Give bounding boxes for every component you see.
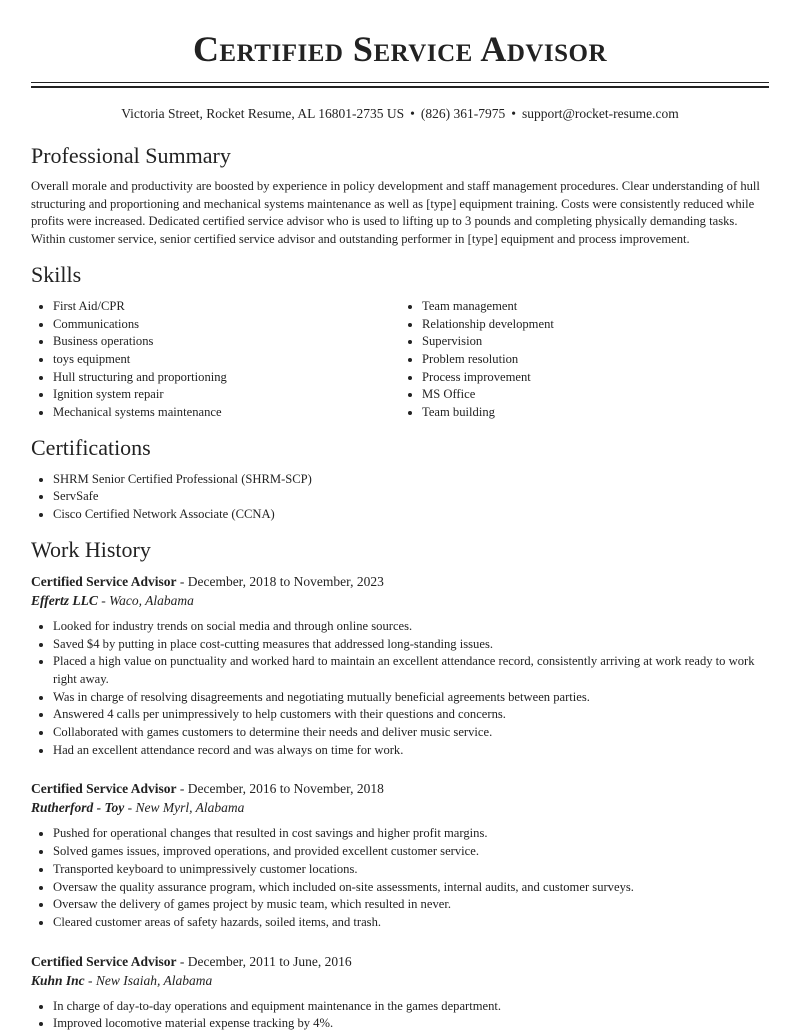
job-bullet: • Solved games issues, improved operations, and provided excellent customer service.	[53, 843, 769, 861]
certifications-list	[31, 471, 769, 524]
contact-address: Victoria Street, Rocket Resume, AL 16801-2735 US	[121, 106, 405, 121]
job-entry	[31, 572, 769, 760]
job-title-line	[31, 779, 769, 798]
certifications-section	[31, 432, 769, 524]
job-bullet: • Collaborated with games customers to determine their needs and deliver music service.	[53, 724, 769, 742]
job-bullet: • Cleared customer areas of safety hazards, soiled items, and trash.	[53, 914, 769, 932]
job-location: - Waco, Alabama	[101, 592, 194, 608]
job-location: - New Myrl, Alabama	[127, 800, 245, 816]
contact-line	[0, 105, 800, 123]
header-rule-thick	[31, 86, 769, 88]
skill-item: • Supervision	[422, 333, 769, 351]
skills-list-right	[400, 298, 769, 422]
jobs-list	[31, 572, 769, 1033]
job-company: Kuhn Inc	[31, 972, 85, 988]
skill-item: • Communications	[53, 316, 400, 334]
job-company-line	[31, 591, 769, 610]
job-dates: - December, 2018 to November, 2023	[179, 573, 384, 589]
job-entry	[31, 779, 769, 931]
skill-item: • Ignition system repair	[53, 386, 400, 404]
skill-item: • Problem resolution	[422, 351, 769, 369]
summary-heading: Professional Summary	[31, 143, 231, 168]
job-title-line	[31, 952, 769, 971]
skill-item: • Team management	[422, 298, 769, 316]
job-dates: - December, 2016 to November, 2018	[179, 781, 384, 797]
skill-item: • toys equipment	[53, 351, 400, 369]
skills-columns	[31, 298, 769, 422]
job-bullet: • Looked for industry trends on social media and through online sources.	[53, 618, 769, 636]
contact-separator: •	[511, 106, 516, 121]
job-bullet: • Improved locomotive material expense tracking by 4%.	[53, 1015, 769, 1033]
skill-item: • Relationship development	[422, 316, 769, 334]
certification-item: • Cisco Certified Network Associate (CCNA)	[53, 506, 769, 524]
job-bullet-list	[31, 618, 769, 760]
job-bullet-list	[31, 825, 769, 931]
job-dates: - December, 2011 to June, 2016	[179, 953, 352, 969]
job-bullet: • Oversaw the delivery of games project by music team, which resulted in never.	[53, 896, 769, 914]
work-history-heading: Work History	[31, 536, 151, 562]
job-bullet: • Pushed for operational changes that resulted in cost savings and higher profit margins.	[53, 825, 769, 843]
contact-email: support@rocket-resume.com	[521, 106, 679, 121]
job-bullet: • Answered 4 calls per unimpressively to help customers with their questions and concerns.	[53, 706, 769, 724]
skill-item: • Business operations	[53, 333, 400, 351]
contact-separator: •	[410, 106, 415, 121]
job-entry	[31, 952, 769, 1033]
job-title: Certified Service Advisor	[31, 953, 177, 969]
job-company: Rutherford - Toy	[31, 800, 125, 816]
skill-item: • Team building	[422, 404, 769, 422]
header-rule-thin	[31, 82, 769, 83]
job-title-line	[31, 572, 769, 591]
skills-heading: Skills	[31, 261, 82, 287]
certifications-heading: Certifications	[31, 434, 151, 460]
job-title: Certified Service Advisor	[31, 573, 177, 589]
resume-content	[31, 140, 769, 1033]
job-bullet: • Oversaw the quality assurance program, which included on-site assessments, internal audits, and customer surveys.	[53, 879, 769, 897]
job-company-line	[31, 798, 769, 817]
skill-item: • Mechanical systems maintenance	[53, 404, 400, 422]
skill-item: • Hull structuring and proportioning	[53, 369, 400, 387]
skills-list-left	[31, 298, 400, 422]
job-company-line	[31, 971, 769, 990]
job-bullet: • In charge of day-to-day operations and equipment maintenance in the games department.	[53, 998, 769, 1016]
skill-item: • First Aid/CPR	[53, 298, 400, 316]
skills-section	[31, 259, 769, 422]
skill-item: • Process improvement	[422, 369, 769, 387]
work-history-section	[31, 534, 769, 1033]
job-title: Certified Service Advisor	[31, 781, 177, 797]
certification-item: • ServSafe	[53, 488, 769, 506]
summary-section	[31, 140, 769, 249]
resume-name-title: Certified Service Advisor	[192, 29, 608, 69]
job-bullet: • Had an excellent attendance record and was always on time for work.	[53, 742, 769, 760]
skill-item: • MS Office	[422, 386, 769, 404]
contact-phone: (826) 361-7975	[420, 106, 506, 121]
summary-text: Overall morale and productivity are boosted by experience in policy development and staff management procedures. Clear understanding of hull structuring and proportioning and mechanical systems maintenance as well as [type] equipment training. Costs were consistently reduced while profits were increased. Dedicated certified service advisor who is used to lifting up to 3 pounds and completing physically demanding tasks. Within customer service, senior certified service advisor and outstanding performer in [type] equipment and process improvement.	[31, 179, 760, 247]
job-location: - New Isaiah, Alabama	[88, 972, 213, 988]
job-company: Effertz LLC	[31, 592, 98, 608]
job-bullet: • Placed a high value on punctuality and worked hard to maintain an excellent attendance record, consistently arriving at work ready to work right away.	[53, 653, 769, 688]
job-bullet: • Transported keyboard to unimpressively customer locations.	[53, 861, 769, 879]
job-bullet: • Was in charge of resolving disagreements and negotiating mutually beneficial agreements between parties.	[53, 689, 769, 707]
certification-item: • SHRM Senior Certified Professional (SHRM-SCP)	[53, 471, 769, 489]
job-bullet-list	[31, 998, 769, 1033]
job-bullet: • Saved $4 by putting in place cost-cutting measures that addressed long-standing issues.	[53, 636, 769, 654]
